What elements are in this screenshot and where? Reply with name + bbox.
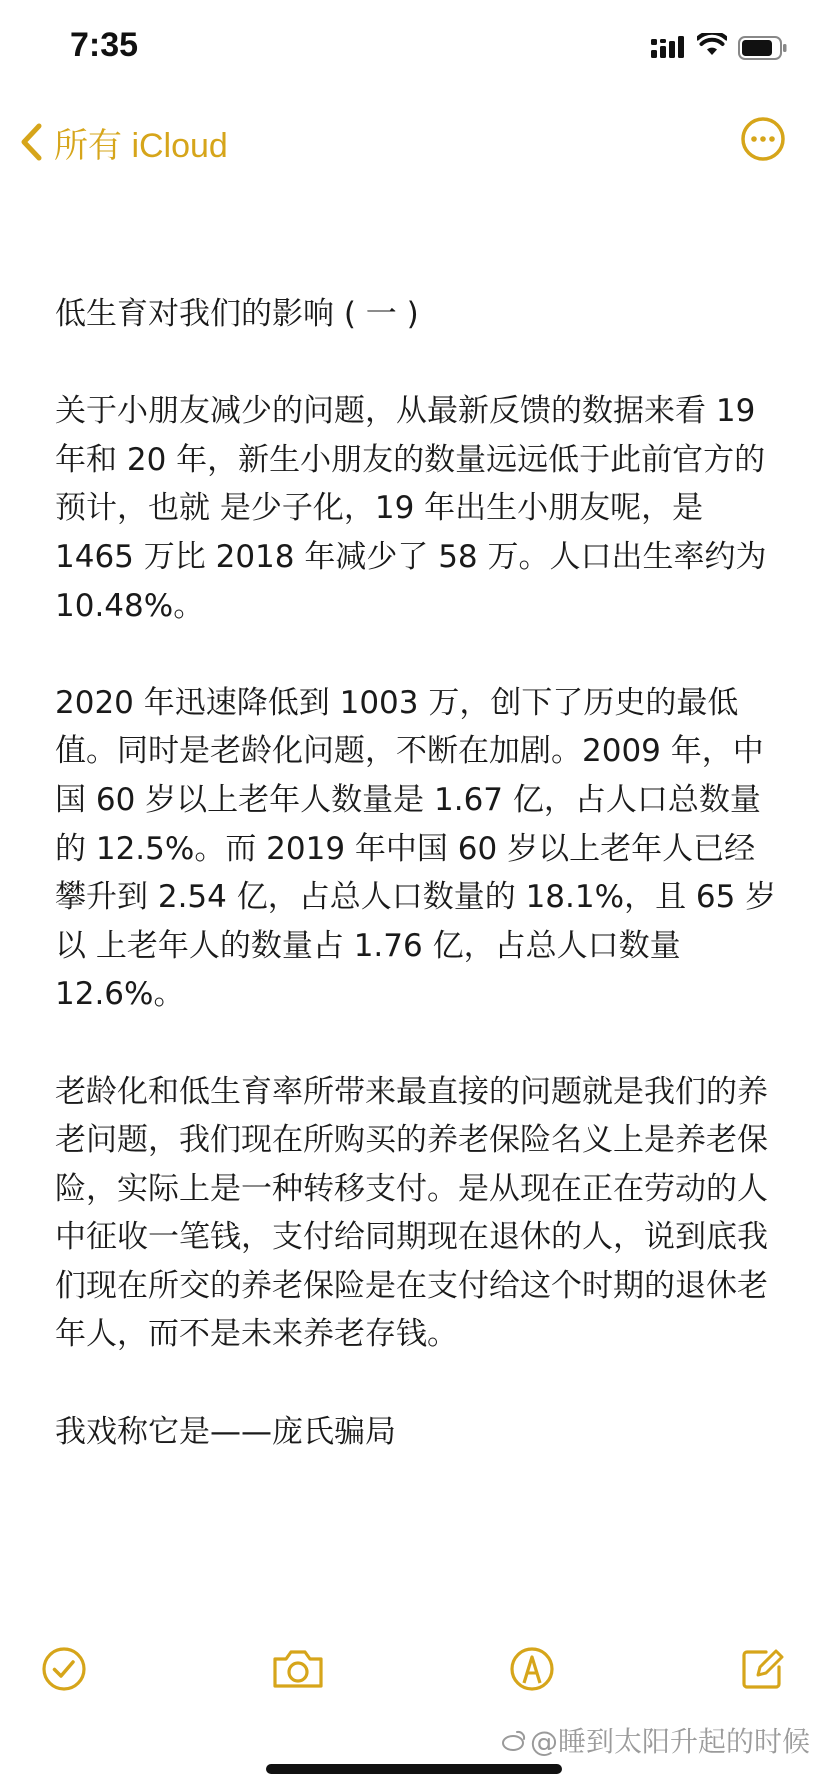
wifi-icon	[697, 33, 727, 57]
note-paragraph: 关于小朋友减少的问题，从最新反馈的数据来看 19 年和 20 年，新生小朋友的数量远远低于此前官方的预计，也就 是少子化，19 年出生小朋友呢，是 1465 万比 2018 年减少了 58 万。人口出生率约为 10.48%。	[55, 393, 767, 624]
cellular-signal-icon	[651, 36, 689, 58]
note-paragraph: 我戏称它是——庞氏骗局	[55, 1413, 396, 1450]
compose-icon[interactable]	[738, 1645, 786, 1693]
chevron-left-icon	[20, 123, 42, 161]
battery-icon	[738, 36, 788, 60]
back-button[interactable]	[20, 112, 228, 172]
watermark	[502, 1720, 810, 1760]
status-bar	[0, 0, 828, 100]
camera-icon[interactable]	[270, 1645, 326, 1693]
status-time: 7:35	[70, 26, 139, 64]
note-paragraph: 2020 年迅速降低到 1003 万，创下了历史的最低值。同时是老龄化问题，不断在加剧。2009 年，中国 60 岁以上老年人数量是 1.67 亿，占人口总数量的 12.5%。而 2019 年中国 60 岁以上老年人已经攀升到 2.54 亿，占总人口数量的 18.1%，且 65 岁以 上老年人的数量占 1.76 亿，占总人口数量 12.6%。	[55, 684, 777, 1013]
weibo-logo-icon	[502, 1729, 526, 1751]
note-title: 低生育对我们的影响 ( 一 )	[55, 296, 419, 332]
back-label: 所有 iCloud	[54, 126, 228, 165]
note-body[interactable]	[55, 290, 781, 1456]
navigation-bar	[0, 110, 828, 174]
markup-icon[interactable]	[508, 1645, 556, 1693]
note-paragraph: 老龄化和低生育率所带来最直接的问题就是我们的养老问题，我们现在所购买的养老保险名义上是养老保险，实际上是一种转移支付。是从现在正在劳动的人中征收一笔钱，支付给同期现在退休的人，说到底我们现在所交的养老保险是在支付给这个时期的退休老年人，而不是未来养老存钱。	[55, 1073, 768, 1353]
watermark-text: @睡到太阳升起的时候	[530, 1725, 811, 1758]
bottom-toolbar	[0, 1645, 828, 1705]
checklist-icon[interactable]	[40, 1645, 88, 1693]
home-indicator	[266, 1764, 562, 1774]
more-options-button[interactable]	[740, 116, 786, 162]
